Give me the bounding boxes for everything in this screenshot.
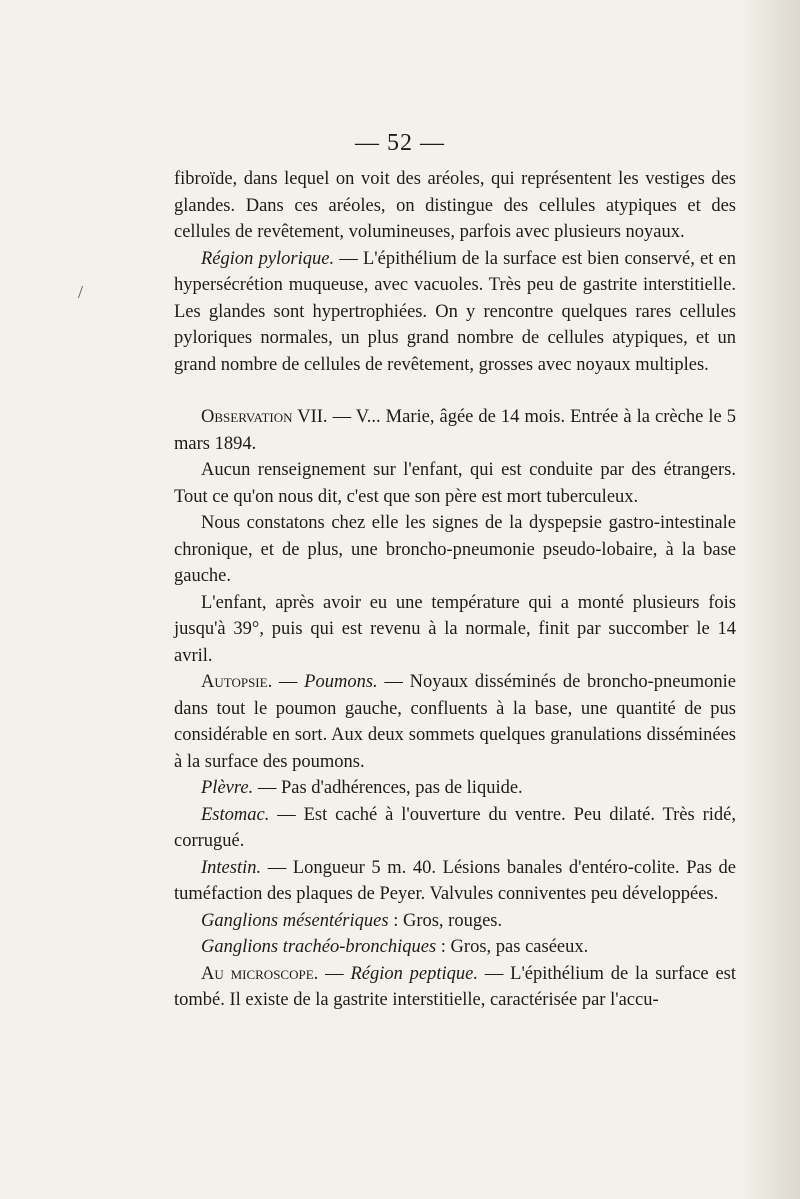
paragraph-text: — Longueur 5 m. 40. Lésions banales d'entéro-colite. Pas de tuméfaction des plaques de Peyer. Valvules conniventes peu développées.: [174, 857, 736, 904]
paragraph-region-pylorique: [174, 246, 736, 379]
paragraph-text: : Gros, pas caséeux.: [436, 937, 589, 957]
paragraph-1: fibroïde, dans lequel on voit des aréoles, qui représentent les vestiges des glandes. Dans ces aréoles, on distingue des cellules atypiques et des cellules de revêtement, volumineuses, parfois avec plusieurs noyaux.: [174, 169, 736, 242]
margin-mark: /: [78, 282, 84, 302]
paragraph-text: — Noyaux disséminés de broncho-pneumonie dans tout le poumon gauche, confluents à la base, une quantité de pus considérable en sort. Aux deux sommets quelques granulations disséminées à la surface des poumons.: [174, 672, 736, 772]
page-edge-shadow: [740, 0, 800, 1199]
paragraph-text: — Est caché à l'ouverture du ventre. Peu dilaté. Très ridé, corrugué.: [174, 804, 736, 851]
subheading: Poumons.: [304, 672, 378, 692]
paragraph-text: — Pas d'adhérences, pas de liquide.: [253, 778, 523, 798]
paragraph-microscope: [174, 961, 736, 1014]
paragraph-5: Nous constatons chez elle les signes de la dyspepsie gastro-intestinale chronique, et de plus, une broncho-pneumonie pseudo-lobaire, à la base gauche.: [174, 513, 736, 586]
paragraph-ganglions-tracheo: [174, 934, 736, 961]
subheading: Ganglions mésentériques: [201, 910, 389, 931]
paragraph-observation: [174, 404, 736, 457]
paragraph-ganglions-mesenteriques: [174, 908, 736, 935]
paragraph-autopsie: [174, 669, 736, 775]
paragraph-estomac: [174, 802, 736, 855]
separator: —: [318, 963, 351, 984]
paragraph-text: — L'épithélium de la surface est bien conservé, et en hypersécrétion muqueuse, avec vacuoles. Très peu de gastrite interstitielle. Les glandes sont hypertrophiées. On y rencontre quelques rares cellules pyloriques normales, un plus grand nombre de cellules atypiques, et un grand nombre de cellules de revêtement, grosses avec noyaux multiples.: [174, 248, 736, 375]
paragraph-4: Aucun renseignement sur l'enfant, qui est conduite par des étrangers. Tout ce qu'on nous dit, c'est que son père est mort tuberculeux.: [174, 460, 736, 507]
subheading: Région peptique.: [350, 963, 478, 984]
autopsy-heading: Autopsie.: [201, 672, 273, 692]
body-text: [174, 166, 736, 1014]
separator: —: [272, 672, 305, 692]
paragraph-text: — V... Marie, âgée de 14 mois. Entrée à la crèche le 5 mars 1894.: [174, 407, 736, 454]
microscope-heading: Au microscope.: [201, 963, 319, 984]
subheading: Plèvre.: [201, 778, 254, 798]
section-heading: Région pylorique.: [201, 248, 335, 269]
subheading: Estomac.: [201, 804, 270, 825]
paragraph-6: L'enfant, après avoir eu une température qui a monté plusieurs fois jusqu'à 39°, puis qui est revenu à la normale, finit par succomber le 14 avril.: [174, 592, 736, 666]
subheading: Intestin.: [201, 857, 262, 878]
subheading: Ganglions trachéo-bronchiques: [201, 937, 437, 957]
paragraph-text: — L'épithélium de la surface est tombé. Il existe de la gastrite interstitielle, caractérisée par l'accu-: [174, 963, 736, 1010]
page-number: — 52 —: [355, 130, 445, 156]
paragraph-plevre: [174, 775, 736, 802]
paragraph-intestin: [174, 855, 736, 908]
observation-heading: Observation VII.: [201, 407, 328, 427]
paragraph-text: : Gros, rouges.: [388, 910, 503, 931]
